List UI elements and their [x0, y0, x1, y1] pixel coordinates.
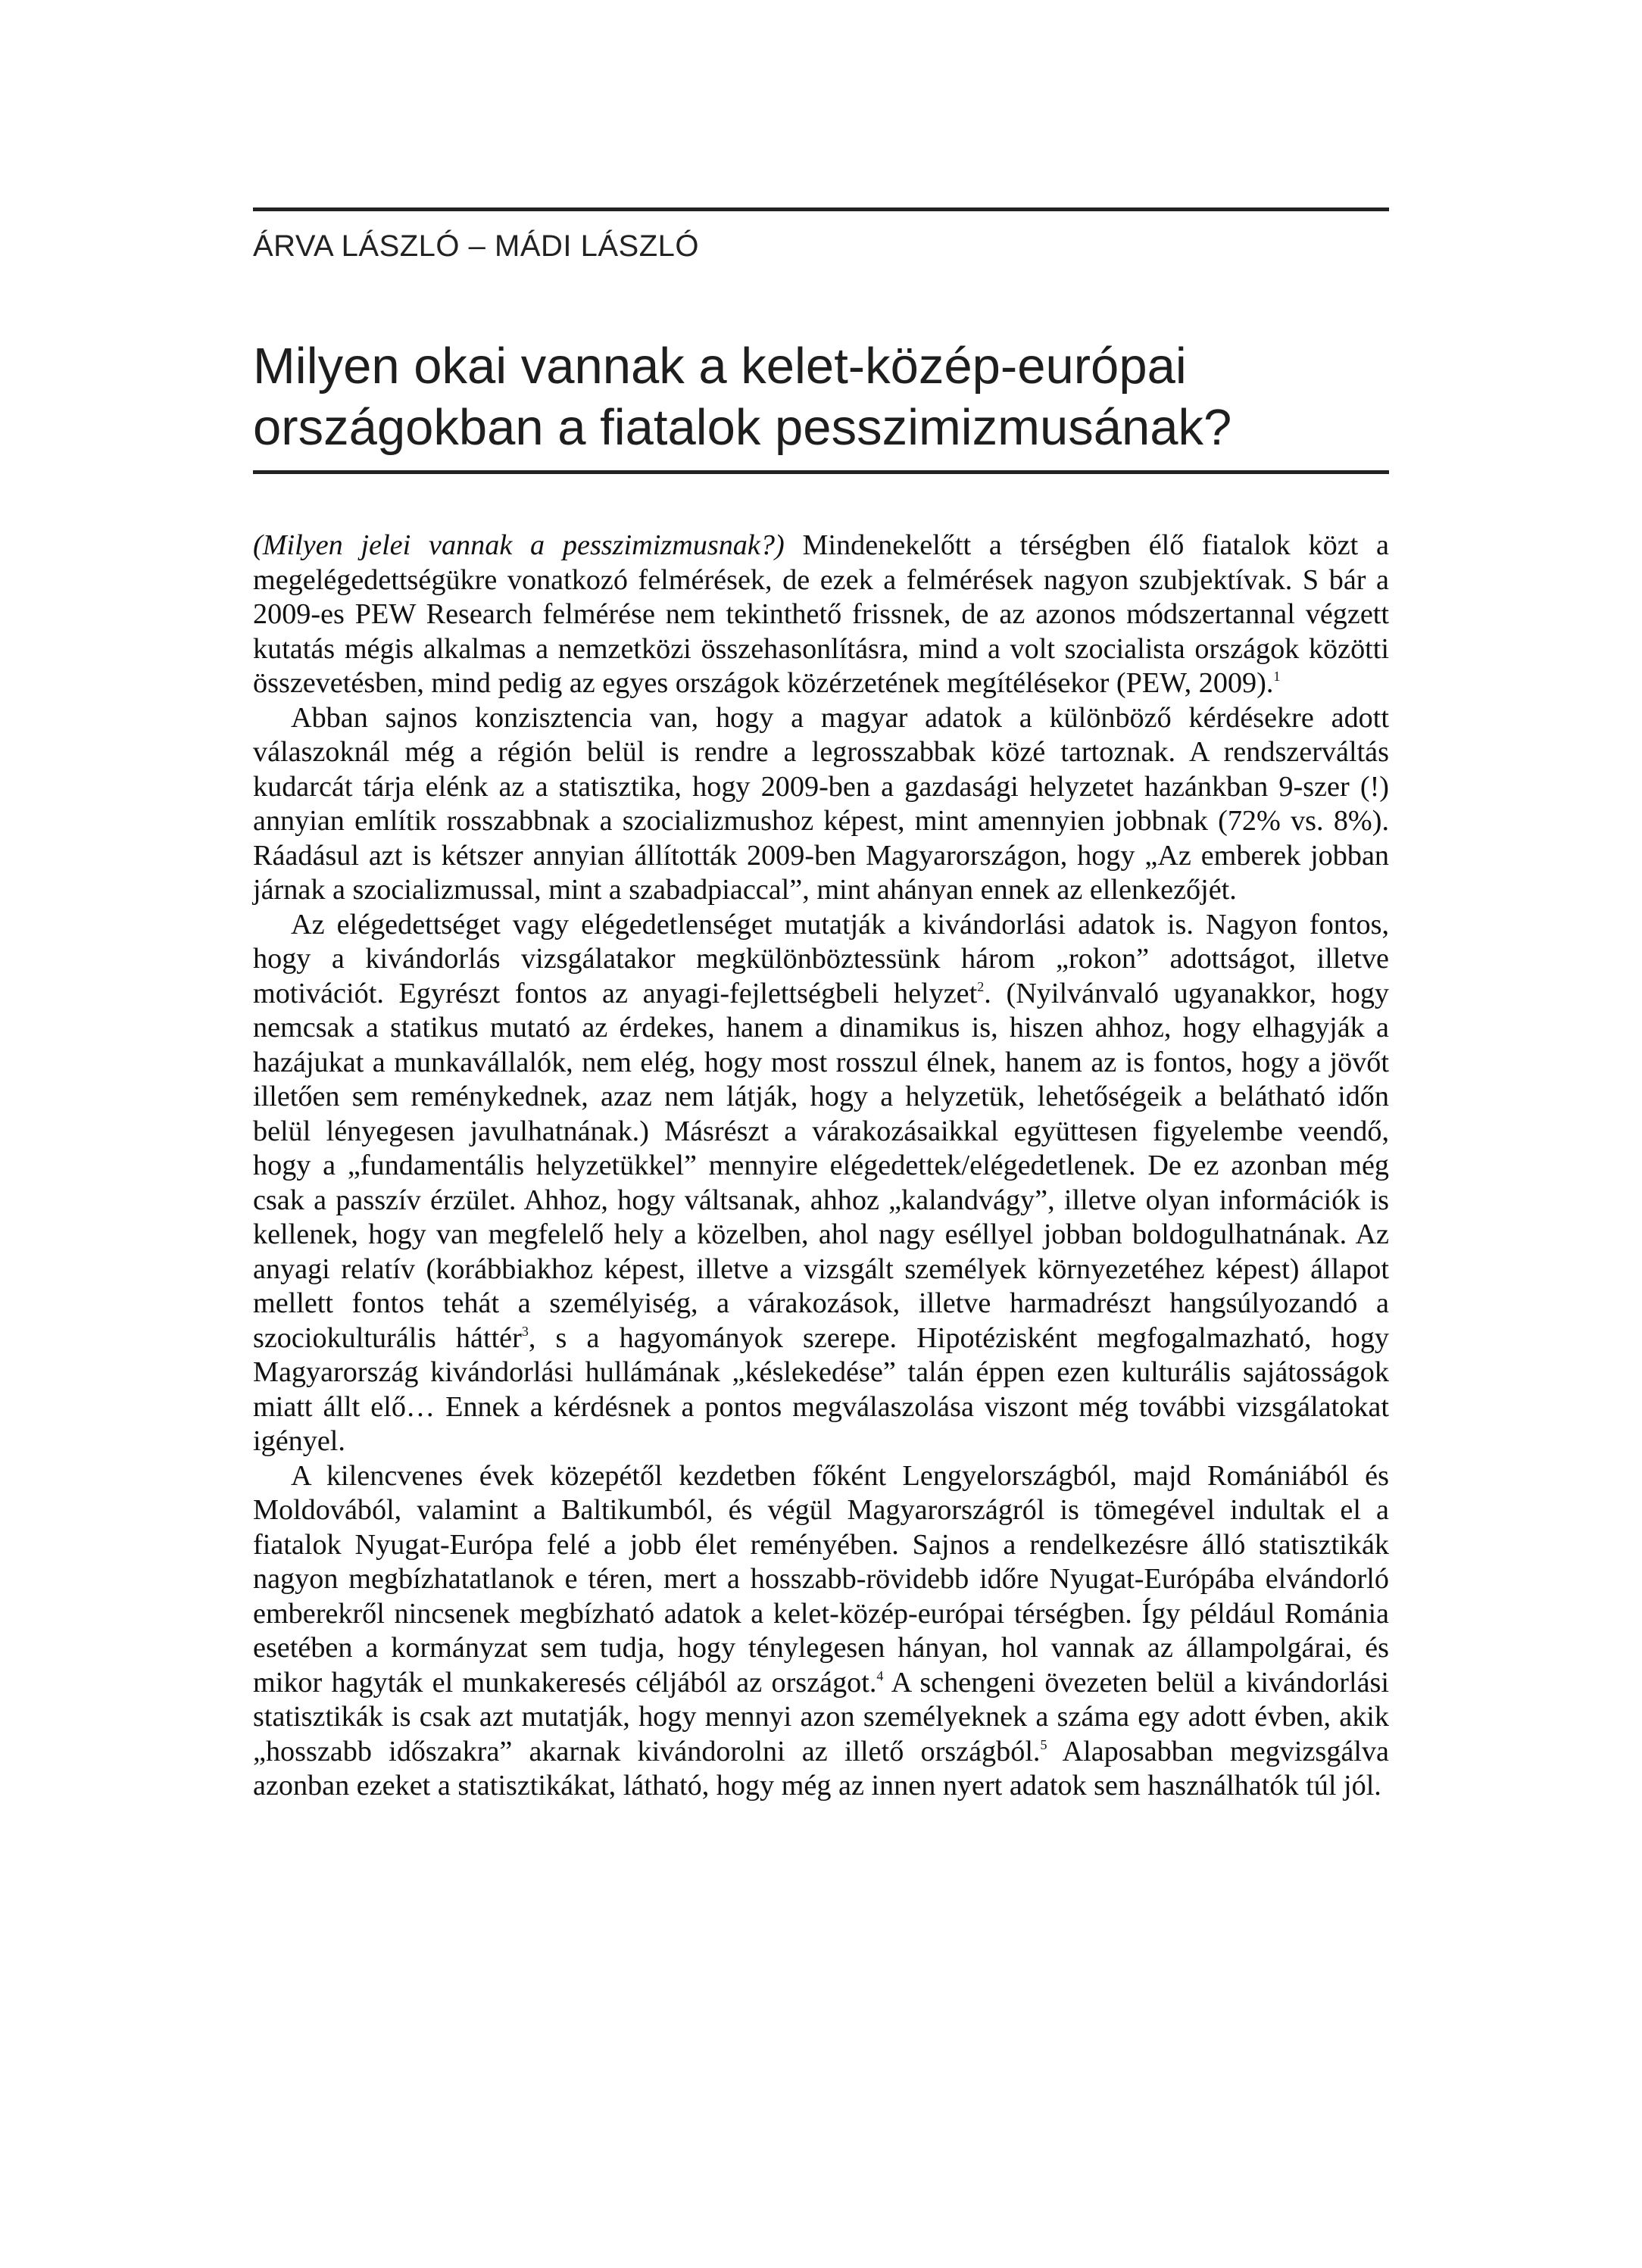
paragraph-text: Alaposabban megvizsgálva azonban ezeket a statisztikákat, látható, hogy még az innen nyert adatok sem használhatók túl jól. — [253, 1735, 1389, 1802]
paragraph-3 — [253, 908, 1389, 1459]
header-rule — [253, 207, 1389, 211]
footnote-marker: 2 — [977, 978, 985, 994]
footnote-marker: 4 — [876, 1667, 884, 1683]
paragraph-text: Az elégedettséget vagy elégedetlenséget mutatják a kivándorlási adatok is. Nagyon fontos, hogy a kivándorlás vizsgálatakor megkülönböztessünk három „rokon” adottságot, illetve motivációt. Egyrészt fontos az anyagi-fejlettségbeli helyzet — [253, 908, 1389, 1009]
author-line: ÁRVA LÁSZLÓ – MÁDI LÁSZLÓ — [253, 229, 700, 263]
paragraph-2 — [253, 701, 1389, 908]
lead-question: (Milyen jelei vannak a pesszimizmusnak?) — [253, 529, 785, 561]
article-title — [253, 335, 1389, 470]
paragraph-text: , s a hagyományok szerepe. Hipotézisként megfogalmazható, hogy Magyarország kivándorlási hullámának „késlekedése” talán éppen ezen kulturális sajátosságok miatt állt elő… Ennek a kérdésnek a pontos megválaszolása viszont még további vizsgálatokat igényel. — [253, 1321, 1390, 1457]
paragraph-text: A schengeni övezeten belül a kivándorlási statisztikák is csak azt mutatják, hogy mennyi azon személyeknek a száma egy adott évben, akik „hosszabb időszakra” akarnak kivándorolni az illető országból. — [253, 1666, 1390, 1767]
paragraph-text: Mindenekelőtt a térségben élő fiatalok közt a megelégedettségükre vonatkozó felmérések, de ezek a felmérések nagyon szubjektívak. S bár a 2009-es PEW Research felmérése nem tekinthető frissnek, de az azonos módszertannal végzett kutatás mégis alkalmas a nemzetközi összehasonlításra, mind a volt szocialista országok közötti összevetésben, mind pedig az egyes országok közérzetének megítélésekor (PEW, 2009). — [253, 529, 1389, 699]
title-line-1: Milyen okai vannak a kelet-közép-európai — [253, 338, 1187, 395]
paragraph-4 — [253, 1459, 1389, 1804]
article — [253, 207, 1389, 1804]
title-line-2: országokban a fiatalok pesszimizmusának? — [253, 399, 1232, 456]
footnote-marker: 3 — [521, 1323, 529, 1339]
paragraph-text: A kilencvenes évek közepétől kezdetben főként Lengyelországból, majd Romániából és Moldovából, valamint a Baltikumból, és végül Magyarországról is tömegével indultak el a fiatalok Nyugat-Európa felé a jobb élet reményében. Sajnos a rendelkezésre álló statisztikák nagyon megbízhatatlanok e téren, mert a hosszabb-rövidebb időre Nyugat-Európába elvándorló emberekről nincsenek megbízható adatok a kelet-közép-európai térségben. Így például Románia esetében a kormányzat sem tudja, hogy ténylegesen hányan, hol vannak az állampolgárai, és mikor hagyták el munkakeresés céljából az országot. — [253, 1459, 1389, 1699]
paragraph-1 — [253, 529, 1389, 701]
paragraph-text: . (Nyilvánvaló ugyanakkor, hogy nemcsak a statikus mutató az érdekes, hanem a dinamikus is, hiszen ahhoz, hogy elhagyják a hazájukat a munkavállalók, nem elég, hogy most rosszul élnek, hanem az is fontos, hogy a jövőt illetően sem reménykednek, azaz nem látják, hogy a helyzetük, lehetőségeik a belátható időn belül lényegesen javulhatnának.) Másrészt a várakozásaikkal együttesen figyelembe veendő, hogy a „fundamentális helyzetükkel” mennyire elégedettek/elégedetlenek. De ez azonban még csak a passzív érzület. Ahhoz, hogy váltsanak, ahhoz „kalandvágy”, illetve olyan információk is kellenek, hogy van megfelelő hely a közelben, ahol nagy eséllyel jobban boldogulhatnának. Az anyagi relatív (korábbiakhoz képest, illetve a vizsgált személyek környezetéhez képest) állapot mellett fontos tehát a személyiség, a várakozások, illetve harmadrészt hangsúlyozandó a szociokulturális háttér — [253, 977, 1390, 1354]
paragraph-text: Abban sajnos konzisztencia van, hogy a magyar adatok a különböző kérdésekre adott válaszoknál még a régión belül is rendre a legrosszabbak közé tartoznak. A rendszerváltás kudarcát tárja elénk az a statisztika, hogy 2009-ben a gazdasági helyzetet hazánkban 9-szer (!) annyian említik rosszabbnak a szocializmushoz képest, mint amennyien jobbnak (72% vs. 8%). Ráadásul azt is kétszer annyian állították 2009-ben Magyarországon, hogy „Az emberek jobban járnak a szocializmussal, mint a szabadpiaccal”, mint ahányan ennek az ellenkezőjét. — [253, 701, 1389, 906]
footnote-marker: 1 — [1273, 669, 1281, 684]
footnote-marker: 5 — [1040, 1736, 1047, 1752]
article-body — [253, 529, 1389, 1804]
title-rule — [253, 470, 1389, 474]
